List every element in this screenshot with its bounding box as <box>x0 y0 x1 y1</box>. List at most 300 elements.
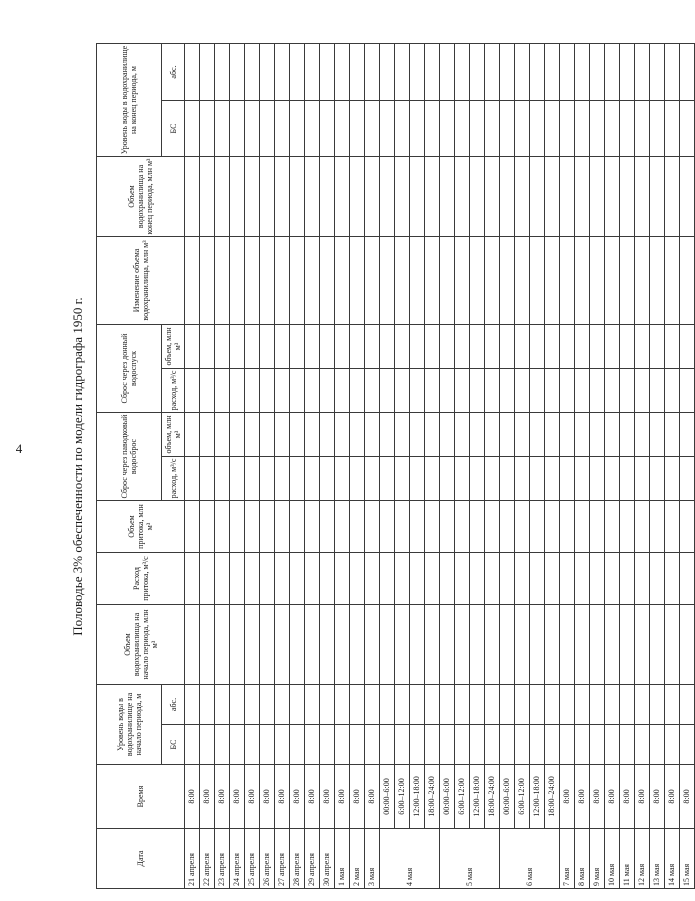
date-cell: 13 мая <box>650 829 665 889</box>
table-row <box>665 44 680 889</box>
time-cell: 12:00–18:00 <box>410 765 425 829</box>
spill-rate-cell <box>290 457 305 501</box>
inflow-volume-cell <box>380 501 395 553</box>
bottom-rate-cell <box>395 369 410 413</box>
spill-rate-cell <box>215 457 230 501</box>
level-start-bs-cell <box>530 725 545 765</box>
level-end-bs-cell <box>275 101 290 157</box>
level-start-abs-cell <box>485 685 500 725</box>
bottom-volume-cell <box>605 325 620 369</box>
table-row <box>275 44 290 889</box>
level-start-abs-cell <box>365 685 380 725</box>
level-start-abs-cell <box>515 685 530 725</box>
bottom-volume-cell <box>275 325 290 369</box>
spill-rate-cell <box>605 457 620 501</box>
spill-rate-cell <box>260 457 275 501</box>
level-start-bs-cell <box>575 725 590 765</box>
volume-start-cell <box>665 605 680 685</box>
bottom-volume-cell <box>515 325 530 369</box>
bottom-volume-cell <box>485 325 500 369</box>
level-end-abs-cell <box>410 44 425 101</box>
date-cell: 25 апреля <box>245 829 260 889</box>
bottom-rate-cell <box>425 369 440 413</box>
level-start-abs-cell <box>290 685 305 725</box>
volume-start-cell <box>515 605 530 685</box>
spill-rate-cell <box>575 457 590 501</box>
spill-rate-cell <box>455 457 470 501</box>
spill-volume-cell <box>185 413 200 457</box>
level-start-bs-cell <box>185 725 200 765</box>
volume-change-cell <box>650 237 665 325</box>
spill-volume-cell <box>275 413 290 457</box>
volume-change-cell <box>305 237 320 325</box>
header-bottom-volume: объем, млн м³ <box>162 325 185 369</box>
volume-change-cell <box>635 237 650 325</box>
spill-volume-cell <box>545 413 560 457</box>
inflow-rate-cell <box>215 553 230 605</box>
inflow-rate-cell <box>590 553 605 605</box>
bottom-rate-cell <box>500 369 515 413</box>
date-cell: 21 апреля <box>185 829 200 889</box>
date-cell: 29 апреля <box>305 829 320 889</box>
level-start-abs-cell <box>230 685 245 725</box>
bottom-rate-cell <box>305 369 320 413</box>
inflow-rate-cell <box>455 553 470 605</box>
volume-start-cell <box>425 605 440 685</box>
table-row <box>635 44 650 889</box>
inflow-volume-cell <box>200 501 215 553</box>
level-end-abs-cell <box>620 44 635 101</box>
level-end-bs-cell <box>395 101 410 157</box>
volume-change-cell <box>185 237 200 325</box>
bottom-rate-cell <box>635 369 650 413</box>
bottom-rate-cell <box>515 369 530 413</box>
bottom-rate-cell <box>605 369 620 413</box>
inflow-volume-cell <box>515 501 530 553</box>
level-end-bs-cell <box>425 101 440 157</box>
level-end-bs-cell <box>410 101 425 157</box>
inflow-volume-cell <box>260 501 275 553</box>
spill-volume-cell <box>260 413 275 457</box>
bottom-rate-cell <box>440 369 455 413</box>
level-start-abs-cell <box>575 685 590 725</box>
date-cell: 1 мая <box>335 829 350 889</box>
level-start-bs-cell <box>245 725 260 765</box>
spill-volume-cell <box>575 413 590 457</box>
volume-start-cell <box>605 605 620 685</box>
volume-start-cell <box>350 605 365 685</box>
spill-volume-cell <box>680 413 695 457</box>
inflow-volume-cell <box>335 501 350 553</box>
level-end-bs-cell <box>185 101 200 157</box>
table-row <box>260 44 275 889</box>
level-start-abs-cell <box>275 685 290 725</box>
header-spill-volume: объем, млн м³ <box>162 413 185 457</box>
volume-start-cell <box>560 605 575 685</box>
table-row <box>500 44 515 889</box>
level-end-bs-cell <box>260 101 275 157</box>
level-start-abs-cell <box>620 685 635 725</box>
spill-volume-cell <box>230 413 245 457</box>
volume-start-cell <box>530 605 545 685</box>
spill-rate-cell <box>635 457 650 501</box>
table-row <box>470 44 485 889</box>
level-end-abs-cell <box>440 44 455 101</box>
time-cell: 8:00 <box>635 765 650 829</box>
volume-change-cell <box>425 237 440 325</box>
level-end-bs-cell <box>230 101 245 157</box>
volume-change-cell <box>500 237 515 325</box>
bottom-volume-cell <box>335 325 350 369</box>
header-date: Дата <box>97 829 185 889</box>
table-row <box>605 44 620 889</box>
bottom-volume-cell <box>350 325 365 369</box>
inflow-rate-cell <box>275 553 290 605</box>
date-cell: 5 мая <box>440 829 500 889</box>
level-end-abs-cell <box>200 44 215 101</box>
table-row <box>320 44 335 889</box>
volume-end-cell <box>440 157 455 237</box>
time-cell: 8:00 <box>665 765 680 829</box>
bottom-volume-cell <box>470 325 485 369</box>
date-cell: 23 апреля <box>215 829 230 889</box>
bottom-rate-cell <box>335 369 350 413</box>
inflow-volume-cell <box>575 501 590 553</box>
bottom-rate-cell <box>575 369 590 413</box>
time-cell: 00:00–6:00 <box>440 765 455 829</box>
inflow-volume-cell <box>440 501 455 553</box>
date-cell: 8 мая <box>575 829 590 889</box>
spill-volume-cell <box>380 413 395 457</box>
table-row <box>380 44 395 889</box>
spill-volume-cell <box>425 413 440 457</box>
level-start-bs-cell <box>410 725 425 765</box>
volume-end-cell <box>650 157 665 237</box>
header-volume-end: Объем водохранилища на конец периода, млн м³ <box>97 157 185 237</box>
spill-volume-cell <box>395 413 410 457</box>
table-row <box>395 44 410 889</box>
bottom-volume-cell <box>590 325 605 369</box>
level-start-abs-cell <box>200 685 215 725</box>
level-end-abs-cell <box>545 44 560 101</box>
volume-change-cell <box>215 237 230 325</box>
inflow-rate-cell <box>650 553 665 605</box>
volume-start-cell <box>440 605 455 685</box>
volume-change-cell <box>620 237 635 325</box>
level-start-bs-cell <box>440 725 455 765</box>
level-start-bs-cell <box>365 725 380 765</box>
bottom-volume-cell <box>500 325 515 369</box>
volume-start-cell <box>455 605 470 685</box>
spill-volume-cell <box>305 413 320 457</box>
volume-start-cell <box>305 605 320 685</box>
inflow-volume-cell <box>290 501 305 553</box>
level-start-bs-cell <box>485 725 500 765</box>
table-row <box>440 44 455 889</box>
inflow-rate-cell <box>200 553 215 605</box>
date-cell: 24 апреля <box>230 829 245 889</box>
volume-change-cell <box>260 237 275 325</box>
volume-start-cell <box>650 605 665 685</box>
inflow-rate-cell <box>230 553 245 605</box>
header-level-end: Уровень воды в водохранилище на конец периода, м <box>97 44 162 157</box>
level-start-bs-cell <box>230 725 245 765</box>
bottom-rate-cell <box>410 369 425 413</box>
volume-change-cell <box>575 237 590 325</box>
time-cell: 8:00 <box>275 765 290 829</box>
date-cell: 4 мая <box>380 829 440 889</box>
time-cell: 8:00 <box>350 765 365 829</box>
level-end-bs-cell <box>200 101 215 157</box>
volume-end-cell <box>575 157 590 237</box>
time-cell: 8:00 <box>200 765 215 829</box>
level-end-abs-cell <box>305 44 320 101</box>
table-row <box>590 44 605 889</box>
document-title: Половодье 3% обеспеченности по модели гидрографа 1950 г. <box>70 297 85 636</box>
spill-volume-cell <box>215 413 230 457</box>
spill-rate-cell <box>440 457 455 501</box>
volume-end-cell <box>635 157 650 237</box>
volume-start-cell <box>680 605 695 685</box>
date-cell: 27 апреля <box>275 829 290 889</box>
table-row <box>350 44 365 889</box>
bottom-rate-cell <box>485 369 500 413</box>
spill-volume-cell <box>350 413 365 457</box>
bottom-volume-cell <box>455 325 470 369</box>
inflow-volume-cell <box>605 501 620 553</box>
spill-volume-cell <box>335 413 350 457</box>
table-row <box>305 44 320 889</box>
page-number: 4 <box>15 441 23 456</box>
level-end-bs-cell <box>620 101 635 157</box>
header-inflow-rate: Расход притока, м³/с <box>97 553 185 605</box>
inflow-volume-cell <box>680 501 695 553</box>
inflow-rate-cell <box>395 553 410 605</box>
volume-end-cell <box>545 157 560 237</box>
volume-change-cell <box>560 237 575 325</box>
flood-table <box>96 43 695 889</box>
time-cell: 00:00–6:00 <box>500 765 515 829</box>
level-end-bs-cell <box>575 101 590 157</box>
level-end-abs-cell <box>500 44 515 101</box>
level-end-bs-cell <box>515 101 530 157</box>
level-end-abs-cell <box>335 44 350 101</box>
bottom-rate-cell <box>680 369 695 413</box>
inflow-rate-cell <box>305 553 320 605</box>
level-end-abs-cell <box>635 44 650 101</box>
volume-start-cell <box>470 605 485 685</box>
header-volume-start: Объем водохранилища на начало периода, млн м³ <box>97 605 185 685</box>
level-start-abs-cell <box>470 685 485 725</box>
spill-rate-cell <box>245 457 260 501</box>
volume-change-cell <box>230 237 245 325</box>
volume-start-cell <box>290 605 305 685</box>
table-row <box>680 44 695 889</box>
header-level-start: Уровень воды в водохранилище на начало периода, м <box>97 685 162 765</box>
inflow-volume-cell <box>185 501 200 553</box>
bottom-rate-cell <box>545 369 560 413</box>
level-end-bs-cell <box>290 101 305 157</box>
spill-rate-cell <box>560 457 575 501</box>
inflow-volume-cell <box>320 501 335 553</box>
level-end-bs-cell <box>380 101 395 157</box>
bottom-rate-cell <box>530 369 545 413</box>
level-end-abs-cell <box>320 44 335 101</box>
spill-volume-cell <box>500 413 515 457</box>
level-start-abs-cell <box>545 685 560 725</box>
level-start-bs-cell <box>470 725 485 765</box>
inflow-rate-cell <box>335 553 350 605</box>
level-end-abs-cell <box>680 44 695 101</box>
inflow-volume-cell <box>275 501 290 553</box>
volume-start-cell <box>365 605 380 685</box>
level-start-abs-cell <box>305 685 320 725</box>
level-start-abs-cell <box>635 685 650 725</box>
spill-volume-cell <box>245 413 260 457</box>
spill-rate-cell <box>515 457 530 501</box>
spill-rate-cell <box>530 457 545 501</box>
volume-change-cell <box>365 237 380 325</box>
level-start-bs-cell <box>665 725 680 765</box>
bottom-volume-cell <box>530 325 545 369</box>
inflow-volume-cell <box>650 501 665 553</box>
time-cell: 8:00 <box>575 765 590 829</box>
level-end-bs-cell <box>365 101 380 157</box>
volume-end-cell <box>455 157 470 237</box>
bottom-volume-cell <box>230 325 245 369</box>
inflow-rate-cell <box>185 553 200 605</box>
inflow-rate-cell <box>425 553 440 605</box>
time-cell: 8:00 <box>560 765 575 829</box>
spill-volume-cell <box>365 413 380 457</box>
level-end-abs-cell <box>515 44 530 101</box>
spill-rate-cell <box>200 457 215 501</box>
level-end-abs-cell <box>245 44 260 101</box>
spill-rate-cell <box>275 457 290 501</box>
level-end-bs-cell <box>680 101 695 157</box>
volume-end-cell <box>605 157 620 237</box>
bottom-rate-cell <box>470 369 485 413</box>
level-end-abs-cell <box>605 44 620 101</box>
inflow-volume-cell <box>590 501 605 553</box>
level-end-abs-cell <box>380 44 395 101</box>
bottom-volume-cell <box>305 325 320 369</box>
inflow-rate-cell <box>260 553 275 605</box>
time-cell: 8:00 <box>620 765 635 829</box>
header-bottom-rate: расход, м³/с <box>162 369 185 413</box>
volume-change-cell <box>320 237 335 325</box>
level-start-bs-cell <box>290 725 305 765</box>
bottom-volume-cell <box>185 325 200 369</box>
spill-rate-cell <box>365 457 380 501</box>
time-cell: 8:00 <box>650 765 665 829</box>
spill-volume-cell <box>320 413 335 457</box>
bottom-volume-cell <box>290 325 305 369</box>
volume-change-cell <box>470 237 485 325</box>
level-end-bs-cell <box>455 101 470 157</box>
bottom-rate-cell <box>230 369 245 413</box>
spill-rate-cell <box>410 457 425 501</box>
level-end-bs-cell <box>590 101 605 157</box>
time-cell: 8:00 <box>185 765 200 829</box>
inflow-rate-cell <box>635 553 650 605</box>
date-cell: 9 мая <box>590 829 605 889</box>
time-cell: 12:00–18:00 <box>530 765 545 829</box>
header-level-end-bs: БС <box>162 101 185 157</box>
bottom-volume-cell <box>200 325 215 369</box>
spill-rate-cell <box>320 457 335 501</box>
volume-start-cell <box>245 605 260 685</box>
inflow-volume-cell <box>425 501 440 553</box>
level-start-bs-cell <box>305 725 320 765</box>
level-start-bs-cell <box>635 725 650 765</box>
bottom-rate-cell <box>320 369 335 413</box>
volume-start-cell <box>575 605 590 685</box>
volume-change-cell <box>545 237 560 325</box>
date-cell: 14 мая <box>665 829 680 889</box>
inflow-volume-cell <box>350 501 365 553</box>
inflow-rate-cell <box>545 553 560 605</box>
header-level-start-bs: БС <box>162 725 185 765</box>
table-row <box>290 44 305 889</box>
header-spill-rate: расход, м³/с <box>162 457 185 501</box>
level-end-abs-cell <box>395 44 410 101</box>
spill-volume-cell <box>530 413 545 457</box>
date-cell: 12 мая <box>635 829 650 889</box>
spill-volume-cell <box>485 413 500 457</box>
inflow-rate-cell <box>365 553 380 605</box>
level-start-abs-cell <box>215 685 230 725</box>
spill-volume-cell <box>620 413 635 457</box>
level-end-bs-cell <box>305 101 320 157</box>
level-start-bs-cell <box>500 725 515 765</box>
date-cell: 11 мая <box>620 829 635 889</box>
inflow-volume-cell <box>500 501 515 553</box>
volume-change-cell <box>245 237 260 325</box>
inflow-volume-cell <box>230 501 245 553</box>
level-start-bs-cell <box>200 725 215 765</box>
volume-start-cell <box>380 605 395 685</box>
inflow-volume-cell <box>635 501 650 553</box>
inflow-rate-cell <box>245 553 260 605</box>
inflow-volume-cell <box>245 501 260 553</box>
inflow-rate-cell <box>500 553 515 605</box>
inflow-rate-cell <box>530 553 545 605</box>
level-start-bs-cell <box>590 725 605 765</box>
table-row <box>530 44 545 889</box>
volume-end-cell <box>230 157 245 237</box>
level-start-abs-cell <box>350 685 365 725</box>
bottom-volume-cell <box>680 325 695 369</box>
volume-end-cell <box>515 157 530 237</box>
level-end-bs-cell <box>545 101 560 157</box>
table-row <box>455 44 470 889</box>
level-start-bs-cell <box>350 725 365 765</box>
inflow-volume-cell <box>305 501 320 553</box>
level-start-abs-cell <box>530 685 545 725</box>
time-cell: 6:00–12:00 <box>395 765 410 829</box>
volume-start-cell <box>275 605 290 685</box>
date-cell: 7 мая <box>560 829 575 889</box>
level-end-bs-cell <box>440 101 455 157</box>
volume-change-cell <box>515 237 530 325</box>
level-start-abs-cell <box>260 685 275 725</box>
level-start-bs-cell <box>335 725 350 765</box>
level-start-abs-cell <box>500 685 515 725</box>
volume-end-cell <box>215 157 230 237</box>
volume-change-cell <box>380 237 395 325</box>
inflow-rate-cell <box>380 553 395 605</box>
